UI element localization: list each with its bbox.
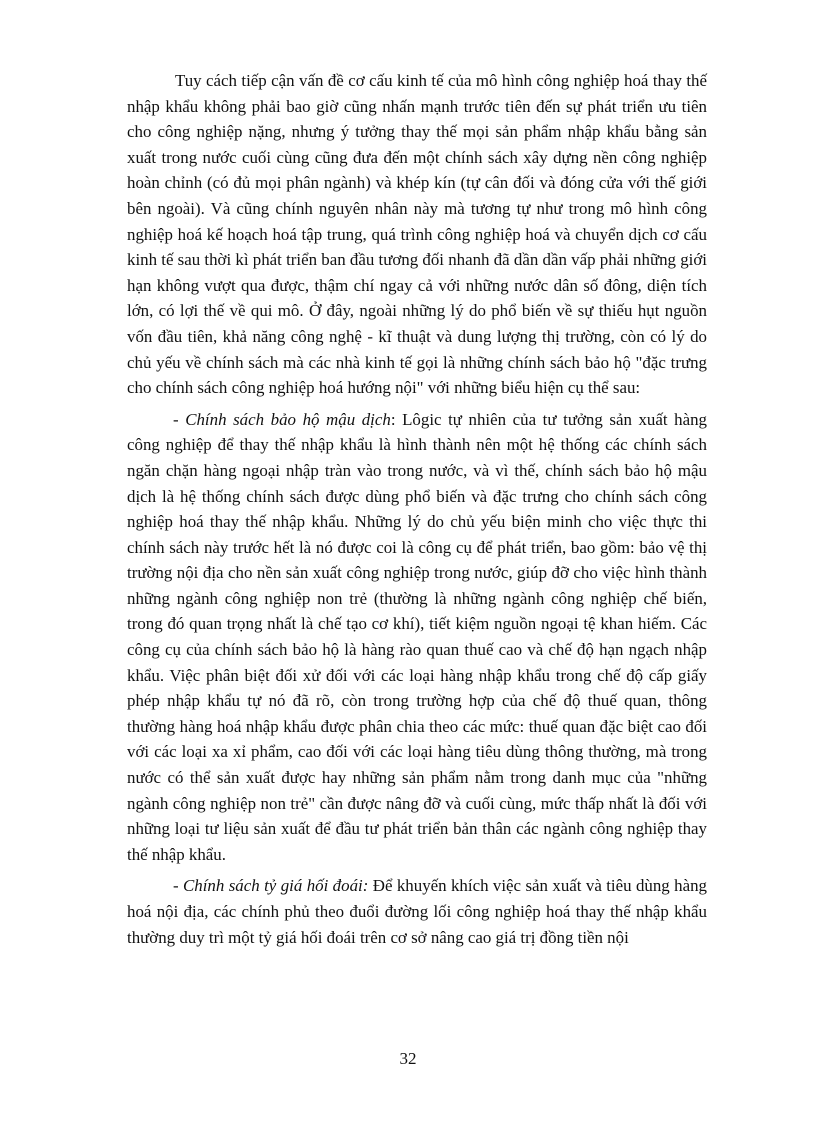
paragraph-exchange-rate: [127, 873, 707, 950]
paragraph-body-trade-protection: : Lôgic tự nhiên của tư tưởng sản xuất hàng công nghiệp để thay thế nhập khẩu là hình thành nên một hệ thống các chính sách ngăn chặn hàng ngoại nhập tràn vào trong nước, và vì thế, chính sách bảo hộ mậu dịch là hệ thống chính sách được dùng phổ biến và đặc trưng cho chính sách công nghiệp hoá thay thế nhập khẩu. Những lý do chủ yếu biện minh cho việc thực thi chính sách này trước hết là nó được coi là công cụ để phát triển, bao gồm: bảo vệ thị trường nội địa cho nền sản xuất công nghiệp trong nước, giúp đỡ cho việc hình thành những ngành công nghiệp non trẻ (thường là những ngành công nghiệp chế biến, trong đó quan trọng nhất là chế tạo cơ khí), tiết kiệm nguồn ngoại tệ khan hiếm. Các công cụ của chính sách bảo hộ là hàng rào quan thuế cao và chế độ hạn ngạch nhập khẩu. Việc phân biệt đối xử đối với các loại hàng nhập khẩu trong chế độ cấp giấy phép nhập khẩu tự nó đã rõ, còn trong trường hợp của chế độ thuế quan, thông thường hàng hoá nhập khẩu được phân chia theo các mức: thuế quan đặc biệt cao đối với các loại xa xỉ phẩm, cao đối với các loại hàng tiêu dùng thông thường, mà trong nước có thể sản xuất được hay những sản phẩm nằm trong danh mục của "những ngành công nghiệp non trẻ" cần được nâng đỡ và cuối cùng, mức thấp nhất là đối với những loại tư liệu sản xuất để đầu tư phát triển bản thân các ngành công nghiệp thay thế nhập khẩu.: [127, 409, 707, 864]
paragraph-body-exchange-rate: Để khuyến khích việc sản xuất và tiêu dùng hàng hoá nội địa, các chính phủ theo đuổi đường lối công nghiệp hoá thay thế nhập khẩu thường duy trì một tỷ giá hối đoái trên cơ sở nâng cao giá trị đồng tiền nội: [127, 876, 707, 947]
page-number: 32: [399, 1049, 417, 1068]
paragraph-lead-trade-protection: - Chính sách bảo hộ mậu dịch: [173, 409, 391, 429]
paragraph-intro: Tuy cách tiếp cận vấn đề cơ cấu kinh tế của mô hình công nghiệp hoá thay thế nhập khẩu không phải bao giờ cũng nhấn mạnh trước tiên đến sự phát triển ưu tiên cho công nghiệp nặng, nhưng ý tưởng thay thế mọi sản phẩm nhập khẩu bằng sản xuất trong nước cuối cùng cũng đưa đến một chính sách xây dựng nền công nghiệp hoàn chỉnh (có đủ mọi phân ngành) và khép kín (tự cân đối và đóng cửa với thế giới bên ngoài). Và cũng chính nguyên nhân này mà tương tự như trong mô hình công nghiệp hoá kế hoạch hoá tập trung, quá trình công nghiệp hoá và chuyển dịch cơ cấu kinh tế sau thời kì phát triển ban đầu tương đối nhanh đã dần dần vấp phải những giới hạn không vượt qua được, thậm chí ngay cả với những nước dân số đông, diện tích lớn, có lợi thế về qui mô. Ở đây, ngoài những lý do phổ biến về sự thiếu hụt nguồn vốn đầu tiên, khả năng công nghệ - kĩ thuật và dung lượng thị trường, còn có lý do chủ yếu về chính sách mà các nhà kinh tế gọi là những chính sách bảo hộ "đặc trưng cho chính sách công nghiệp hoá hướng nội" với những biểu hiện cụ thể sau:: [127, 71, 707, 398]
document-page: [127, 68, 707, 950]
paragraph-trade-protection: [127, 407, 707, 868]
paragraph-lead-exchange-rate: - Chính sách tỷ giá hối đoái:: [173, 876, 369, 896]
